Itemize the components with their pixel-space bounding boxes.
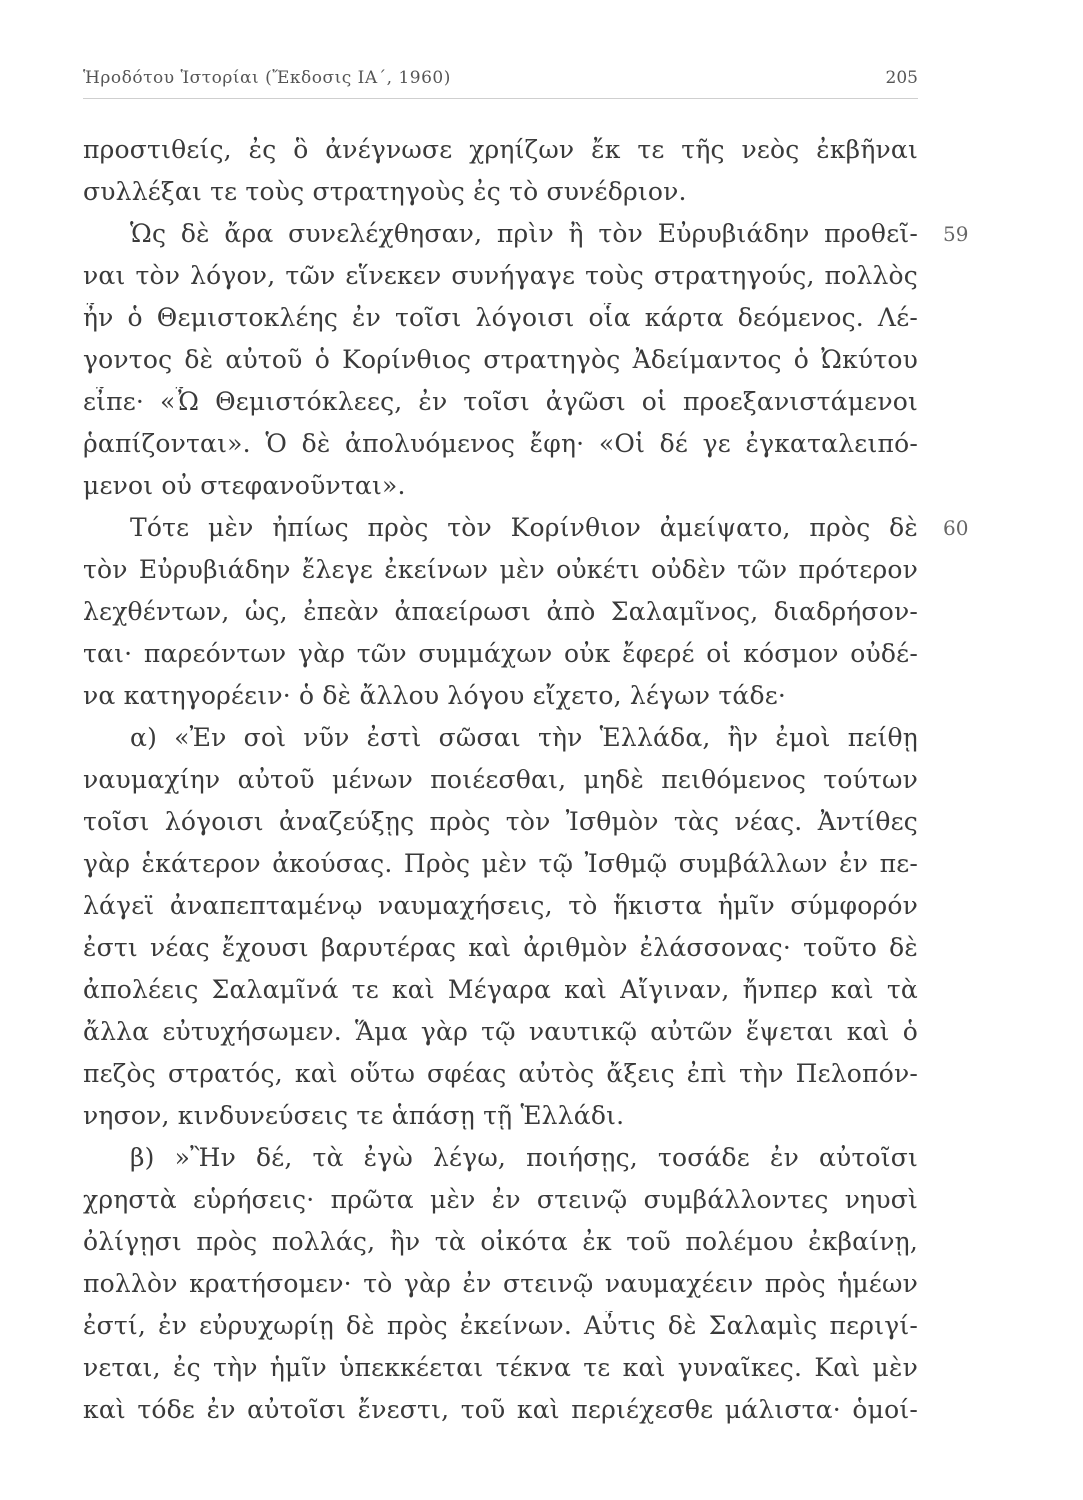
text-line: πολλὸν κρατήσομεν· τὸ γὰρ ἐν στεινῷ ναυμαχέειν πρὸς ἡμέων (83, 1269, 918, 1298)
text-line: ναι τὸν λόγον, τῶν εἵνεκεν συνήγαγε τοὺς στρατηγούς, πολλὸς (83, 261, 918, 290)
text-line: ἐστι νέας ἔχουσι βαρυτέρας καὶ ἀριθμὸν ἐλάσσονας· τοῦτο δὲ (83, 933, 918, 962)
text-line: συλλέξαι τε τοὺς στρατηγοὺς ἐς τὸ συνέδριον. (83, 177, 687, 206)
page-number: 205 (885, 68, 918, 88)
text-line: λεχθέντων, ὡς, ἐπεὰν ἀπαείρωσι ἀπὸ Σαλαμῖνος, διαδρήσον- (83, 597, 918, 626)
text-line: ται· παρεόντων γὰρ τῶν συμμάχων οὐκ ἔφερέ οἱ κόσμον οὐδέ- (83, 639, 918, 668)
text-line: πεζὸς στρατός, καὶ οὕτω σφέας αὐτὸς ἄξεις ἐπὶ τὴν Πελοπόν- (83, 1059, 918, 1088)
text-line: Ὡς δὲ ἄρα συνελέχθησαν, πρὶν ἢ τὸν Εὐρυβιάδην προθεῖ- (130, 219, 918, 248)
text-line: β) »Ἢν δέ, τὰ ἐγὼ λέγω, ποιήσῃς, τοσάδε ἐν αὐτοῖσι (130, 1143, 918, 1172)
text-line: ἐστί, ἐν εὐρυχωρίῃ δὲ πρὸς ἐκείνων. Αὖτις δὲ Σαλαμὶς περιγί- (83, 1311, 918, 1340)
text-line: γοντος δὲ αὐτοῦ ὁ Κορίνθιος στρατηγὸς Ἀδείμαντος ὁ Ὠκύτου (83, 345, 918, 374)
text-line: τοῖσι λόγοισι ἀναζεύξῃς πρὸς τὸν Ἰσθμὸν τὰς νέας. Ἀντίθες (83, 807, 918, 836)
text-line: νησον, κινδυνεύσεις τε ἁπάσῃ τῇ Ἑλλάδι. (83, 1101, 625, 1130)
text-line: ἀπολέεις Σαλαμῖνά τε καὶ Μέγαρα καὶ Αἴγιναν, ἤνπερ καὶ τὰ (83, 975, 918, 1004)
text-line: λάγεϊ ἀναπεπταμένῳ ναυμαχήσεις, τὸ ἥκιστα ἡμῖν σύμφορόν (83, 891, 918, 920)
text-line: τὸν Εὐρυβιάδην ἔλεγε ἐκείνων μὲν οὐκέτι οὐδὲν τῶν πρότερον (83, 555, 918, 584)
text-line: καὶ τόδε ἐν αὐτοῖσι ἔνεστι, τοῦ καὶ περιέχεσθε μάλιστα· ὁμοί- (83, 1395, 918, 1424)
text-line: ναυμαχίην αὐτοῦ μένων ποιέεσθαι, μηδὲ πειθόμενος τούτων (83, 765, 918, 794)
text-line: προστιθείς, ἐς ὃ ἀνέγνωσε χρηίζων ἔκ τε τῆς νεὸς ἐκβῆναι (83, 135, 918, 164)
text-line: ῥαπίζονται». Ὁ δὲ ἀπολυόμενος ἔφη· «Οἱ δέ γε ἐγκαταλειπό- (83, 429, 918, 458)
text-line: να κατηγορέειν· ὁ δὲ ἄλλου λόγου εἴχετο, λέγων τάδε· (83, 681, 787, 710)
text-line: Τότε μὲν ἠπίως πρὸς τὸν Κορίνθιον ἀμείψατο, πρὸς δὲ (130, 513, 918, 542)
running-head: Ἡροδότου Ἱστορίαι (Ἔκδοσις ΙΑ΄, 1960) (83, 68, 451, 88)
text-line: γὰρ ἑκάτερον ἀκούσας. Πρὸς μὲν τῷ Ἰσθμῷ συμβάλλων ἐν πε- (83, 849, 918, 878)
text-line: νεται, ἐς τὴν ἡμῖν ὑπεκκέεται τέκνα τε καὶ γυναῖκες. Καὶ μὲν (83, 1353, 918, 1382)
text-line: εἶπε· «Ὦ Θεμιστόκλεες, ἐν τοῖσι ἀγῶσι οἱ προεξανιστάμενοι (83, 387, 918, 416)
page-header (83, 68, 918, 99)
text-line: χρηστὰ εὑρήσεις· πρῶτα μὲν ἐν στεινῷ συμβάλλοντες νηυσὶ (83, 1185, 918, 1214)
text-line: μενοι οὐ στεφανοῦνται». (83, 471, 406, 500)
text-line: ἄλλα εὐτυχήσωμεν. Ἅμα γὰρ τῷ ναυτικῷ αὐτῶν ἕψεται καὶ ὁ (83, 1017, 918, 1046)
text-line: ἦν ὁ Θεμιστοκλέης ἐν τοῖσι λόγοισι οἷα κάρτα δεόμενος. Λέ- (83, 303, 918, 332)
section-number: 60 (943, 516, 969, 540)
text-line: α) «Ἐν σοὶ νῦν ἐστὶ σῶσαι τὴν Ἑλλάδα, ἢν ἐμοὶ πείθῃ (130, 723, 918, 752)
text-line: ὀλίγῃσι πρὸς πολλάς, ἢν τὰ οἰκότα ἐκ τοῦ πολέμου ἐκβαίνῃ, (83, 1227, 918, 1256)
section-number: 59 (943, 222, 969, 246)
